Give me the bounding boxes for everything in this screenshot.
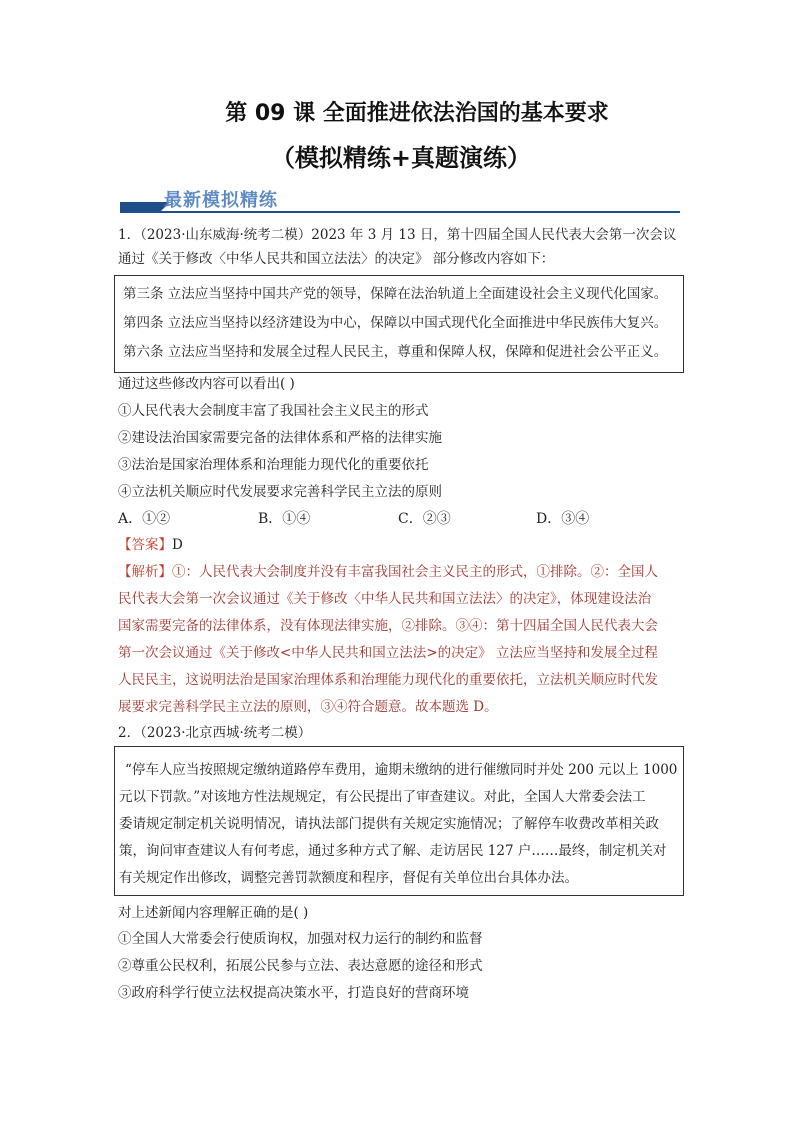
q1-statement-4: ④立法机关顺应时代发展要求完善科学民主立法的原则 — [118, 484, 442, 500]
q1-option-c: C．②③ — [398, 511, 451, 527]
q1-statement-1: ①人民代表大会制度丰富了我国社会主义民主的形式 — [118, 403, 429, 419]
q1-analysis-line-3: 国家需要完备的法律体系，没有体现法律实施，②排除。③④：第十四届全国人民代表大会 — [118, 618, 658, 634]
lesson-subtitle: （模拟精练+真题演练） — [270, 144, 532, 172]
q1-stem-line-1: 1．（2023·山东威海·统考二模）2023 年 3 月 13 日，第十四届全国人民代表大会第一次会议 — [118, 227, 677, 243]
q1-prompt: 通过这些修改内容可以看出( ) — [118, 376, 295, 392]
q1-quote-box — [114, 275, 684, 373]
q1-option-b: B．①④ — [258, 511, 311, 527]
q1-box-line-3: 第六条 立法应当坚持和发展全过程人民民主，尊重和保障人权，保障和促进社会公平正义。 — [123, 344, 668, 360]
q2-quote-box — [114, 746, 684, 896]
q2-box-line-3: 委请规定制定机关说明情况，请执法部门提供有关规定实施情况；了解停车收费改革相关政 — [119, 816, 659, 832]
q2-statement-1: ①全国人大常委会行使质询权，加强对权力运行的制约和监督 — [118, 931, 483, 947]
q2-box-line-4: 策，询问审查建议人有何考虑，通过多种方式了解、走访居民 127 户……最终，制定机关对 — [119, 843, 667, 859]
section-heading-text: 最新模拟精练 — [164, 190, 278, 211]
section-heading — [120, 184, 690, 216]
q1-options — [118, 508, 678, 528]
q1-box-line-2: 第四条 立法应当坚持以经济建设为中心，保障以中国式现代化全面推进中华民族伟大复兴。 — [123, 315, 668, 331]
analysis-label: 【解析】 — [118, 564, 172, 580]
q1-analysis-line-1 — [118, 563, 698, 581]
q1-analysis-line-6: 展要求完善科学民主立法的原则，③④符合题意。故本题选 D。 — [118, 699, 498, 715]
q1-stem-line-2: 通过《关于修改〈中华人民共和国立法法〉的决定》 部分修改内容如下： — [118, 251, 555, 267]
q1-option-d: D．③④ — [536, 511, 590, 527]
answer-label: 【答案】 — [118, 537, 172, 553]
q1-statement-2: ②建设法治国家需要完备的法律体系和严格的法律实施 — [118, 430, 442, 446]
q1-analysis-line-4: 第一次会议通过《关于修改<中华人民共和国立法法>的决定》 立法应当坚持和发展全过程 — [118, 645, 658, 661]
answer-value: D — [172, 537, 183, 553]
q1-answer — [118, 536, 698, 554]
q1-option-a: A．①② — [118, 511, 171, 527]
q1-statement-3: ③法治是国家治理体系和治理能力现代化的重要依托 — [118, 457, 429, 473]
q2-stem: 2．（2023·北京西城·统考二模） — [118, 725, 312, 741]
q2-box-line-5: 有关规定作出修改，调整完善罚款额度和程序，督促有关单位出台具体办法。 — [119, 870, 578, 886]
q1-analysis-line-5: 人民民主，这说明法治是国家治理体系和治理能力现代化的重要依托，立法机关顺应时代发 — [118, 672, 658, 688]
q2-statement-3: ③政府科学行使立法权提高决策水平，打造良好的营商环境 — [118, 985, 469, 1001]
q2-box-line-2: 元以下罚款。”对该地方性法规规定，有公民提出了审查建议。对此，全国人大常委会法工 — [119, 789, 646, 805]
analysis-text-1: ①：人民代表大会制度并没有丰富我国社会主义民主的形式，①排除。②：全国人 — [172, 564, 658, 580]
q2-prompt: 对上述新闻内容理解正确的是( ) — [118, 905, 309, 921]
q2-statement-2: ②尊重公民权利，拓展公民参与立法、表达意愿的途径和形式 — [118, 958, 483, 974]
lesson-title: 第 09 课 全面推进依法治国的基本要求 — [225, 101, 609, 126]
q1-analysis-line-2: 民代表大会第一次会议通过《关于修改〈中华人民共和国立法法〉的决定》，体现建设法治 — [118, 591, 652, 607]
q2-box-line-1: “停车人应当按照规定缴纳道路停车费用，逾期未缴纳的进行催缴同时并处 200 元以上 1000 — [125, 762, 678, 778]
q1-box-line-1: 第三条 立法应当坚持中国共产党的领导，保障在法治轨道上全面建设社会主义现代化国家。 — [123, 286, 668, 302]
